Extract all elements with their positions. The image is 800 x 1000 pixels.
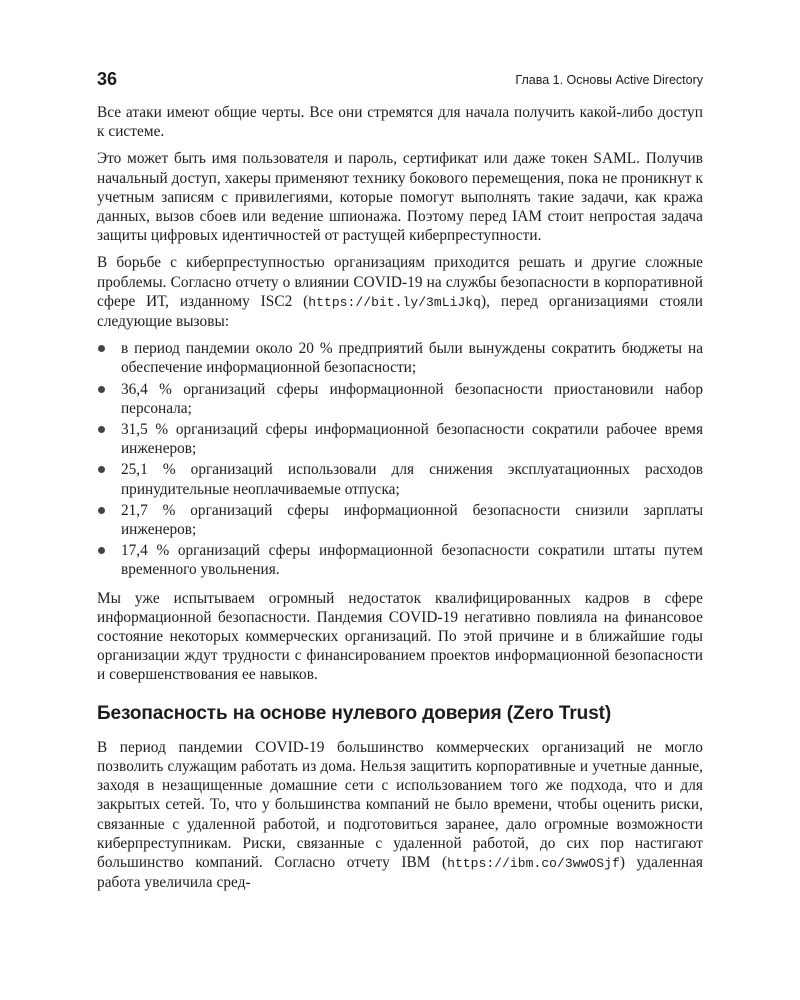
running-head: Глава 1. Основы Active Directory xyxy=(515,73,703,87)
paragraph-challenges-text-start: В борьбе с киберпреступностью организациям приходится решать и другие сложные проблемы. Согласно отчету о влиянии COVID-19 на службы безопасности в корпоративной сфере ИТ, изданному ISC2 ( xyxy=(97,254,703,310)
paragraph-initial-access: Это может быть имя пользователя и пароль, сертификат или даже токен SAML. Получив начальный доступ, хакеры применяют технику бокового перемещения, пока не проникнут к учетным записям с привилегиями, которые помогут выполнять такие задачи, как кража данных, вызов сбоев или ведение шпионажа. Поэтому перед IAM стоит непростая задача защиты цифровых идентичностей от растущей киберпреступности. xyxy=(97,150,703,245)
bullet-icon xyxy=(98,426,105,433)
list-item-text: 36,4 % организаций сферы информационной безопасности приостановили набор персонала; xyxy=(121,380,703,417)
paragraph-remote-work xyxy=(97,738,703,893)
paragraph-attacks-common-traits: Все атаки имеют общие черты. Все они стремятся для начала получить какой-либо доступ к системе. xyxy=(97,104,703,141)
list-item-text: 17,4 % организаций сферы информационной безопасности сократили штаты путем временного увольнения. xyxy=(121,542,703,579)
paragraph-remote-work-text-start: В период пандемии COVID-19 большинство коммерческих организаций не могло позволить служащим работать из дома. Нельзя защитить корпоративные и учетные данные, заходя в незащищенные домашние сети с использованием того же подхода, что и для закрытых сетей. То, что у большинства компаний не было времени, чтобы оценить риски, связанные с удаленной работой, и подготовиться заранее, дало огромные возможности киберпреступникам. Риски, связанные с удаленной работой, до сих пор настигают большинство компаний. Согласно отчету IBM ( xyxy=(97,738,703,871)
book-page xyxy=(97,54,703,900)
paragraph-remote-work-text-end: ) удаленная работа увеличила сред- xyxy=(97,853,704,892)
paragraph-skills-shortage: Мы уже испытываем огромный недостаток квалифицированных кадров в сфере информационной безопасности. Пандемия COVID-19 негативно повлияла на финансовое состояние некоторых коммерческих организаций. По этой причине и в ближайшие годы организации ждут трудности с финансированием проектов информационной безопасности и совершенствования ее навыков. xyxy=(97,589,703,684)
section-heading-zero-trust: Безопасность на основе нулевого доверия (Zero Trust) xyxy=(97,702,612,724)
list-item xyxy=(97,420,703,458)
page-header xyxy=(97,54,703,90)
page-content xyxy=(97,103,703,892)
bullet-icon xyxy=(98,547,105,554)
isc2-report-link[interactable]: https://bit.ly/3mLiJkq xyxy=(308,294,482,310)
paragraph-challenges-text-end: ), перед организациями стояли следующие вызовы: xyxy=(97,292,703,331)
list-item-text: 31,5 % организаций сферы информационной безопасности сократили рабочее время инженеров; xyxy=(121,421,703,458)
page-number: 36 xyxy=(97,69,118,89)
list-item xyxy=(97,501,703,539)
bullet-icon xyxy=(98,466,105,473)
list-item xyxy=(97,541,703,579)
list-item xyxy=(97,339,703,377)
list-item xyxy=(97,380,703,418)
challenges-list xyxy=(97,339,703,579)
paragraph-challenges xyxy=(97,253,703,331)
list-item xyxy=(97,460,703,498)
bullet-icon xyxy=(98,507,105,514)
list-item-text: 21,7 % организаций сферы информационной безопасности снизили зарплаты инженеров; xyxy=(121,501,703,539)
list-item-text: в период пандемии около 20 % предприятий были вынуждены сократить бюджеты на обеспечение информационной безопасности; xyxy=(121,340,703,377)
bullet-icon xyxy=(98,386,105,393)
bullet-icon xyxy=(98,345,105,352)
list-item-text: 25,1 % организаций использовали для снижения эксплуатационных расходов принудительные неоплачиваемые отпуска; xyxy=(121,461,703,498)
ibm-report-link[interactable]: https://ibm.co/3wwOSjf xyxy=(447,855,620,871)
